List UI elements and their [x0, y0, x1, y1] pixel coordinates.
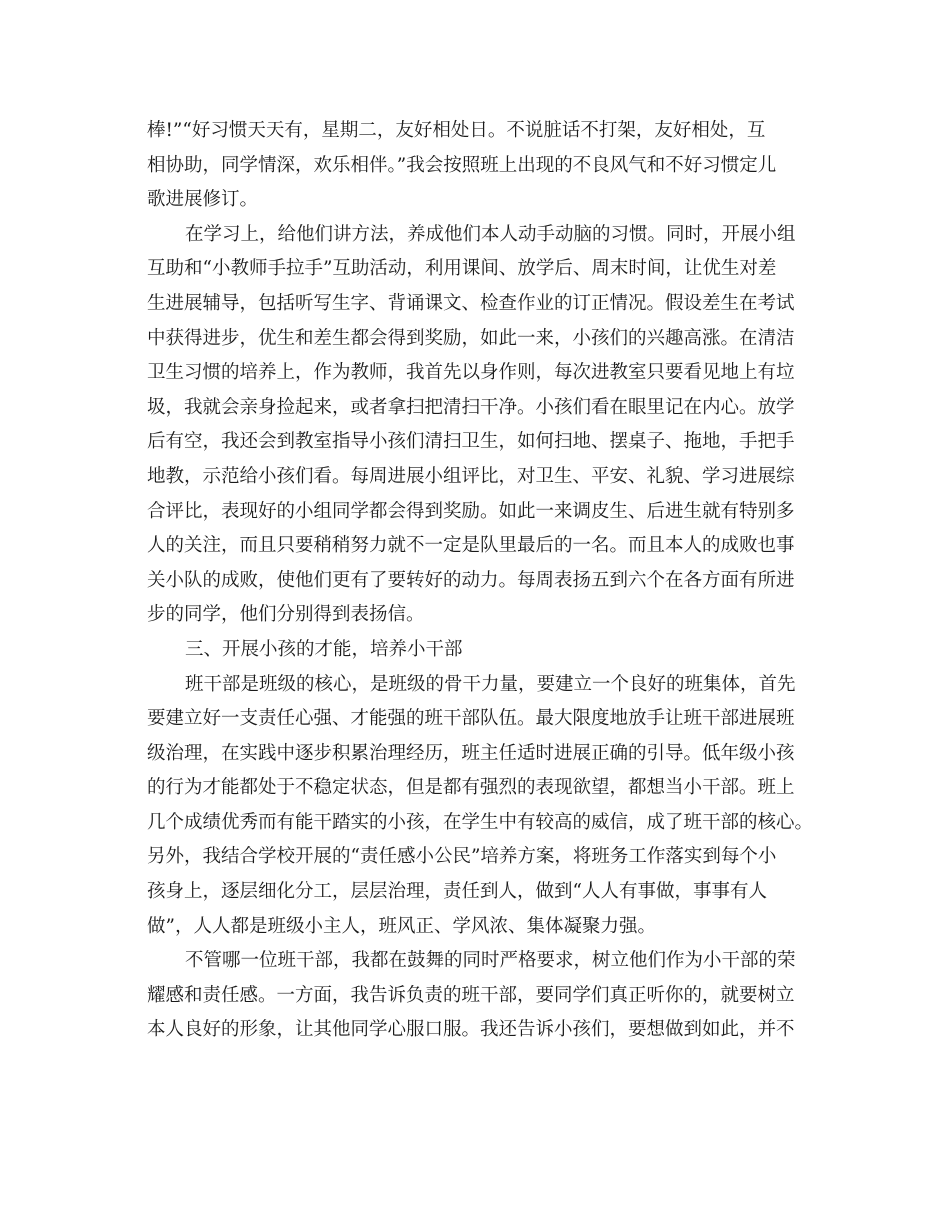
text-line: 人的关注，而且只要稍稍努力就不一定是队里最后的一名。而且本人的成败也事: [147, 535, 795, 557]
text-line: 关小队的成败，使他们更有了要转好的动力。每周表扬五到六个在各方面有所进: [147, 569, 795, 591]
text-line: 歌进展修订。: [147, 189, 259, 211]
text-line: 圾，我就会亲身捡起来，或者拿扫把清扫干净。小孩们看在眼里记在内心。放学: [147, 396, 795, 418]
text-line: 三、开展小孩的才能，培养小干部: [185, 638, 463, 660]
text-line: 的行为才能都处于不稳定状态，但是都有强烈的表现欲望，都想当小干部。班上: [147, 777, 795, 799]
text-line: 生进展辅导，包括听写生字、背诵课文、检查作业的订正情况。假设差生在考试: [147, 292, 795, 314]
text-line: 合评比，表现好的小组同学都会得到奖励。如此一来调皮生、后进生就有特别多: [147, 500, 795, 522]
text-line: 孩身上，逐层细化分工，层层治理，责任到人，做到“人人有事做，事事有人: [147, 881, 767, 903]
text-line: 级治理，在实践中逐步积累治理经历，班主任适时进展正确的引导。低年级小孩: [147, 742, 795, 764]
text-line: 耀感和责任感。一方面，我告诉负责的班干部，要同学们真正听你的，就要树立: [147, 984, 795, 1006]
text-line: 棒!”“好习惯天天有，星期二，友好相处日。不说脏话不打架，友好相处，互: [147, 120, 766, 141]
text-line: 互助和“小教师手拉手”互助活动，利用课间、放学后、周末时间，让优生对差: [147, 258, 777, 280]
text-line: 要建立好一支责任心强、才能强的班干部队伍。最大限度地放手让班干部进展班: [147, 708, 795, 730]
document-body: [147, 114, 814, 1048]
text-line: 相协助，同学情深，欢乐相伴。”我会按照班上出现的不良风气和不好习惯定儿: [147, 154, 777, 176]
text-line: 地教，示范给小孩们看。每周进展小组评比，对卫生、平安、礼貌、学习进展综: [147, 465, 795, 487]
text-line: 卫生习惯的培养上，作为教师，我首先以身作则，每次进教室只要看见地上有垃: [147, 362, 795, 384]
text-line: 本人良好的形象，让其他同学心服口服。我还告诉小孩们，要想做到如此，并不: [147, 1019, 795, 1041]
text-line: 几个成绩优秀而有能干踏实的小孩，在学生中有较高的威信，成了班干部的核心。: [147, 811, 814, 833]
text-line: 中获得进步，优生和差生都会得到奖励，如此一来，小孩们的兴趣高涨。在清洁: [147, 327, 795, 349]
text-line: 另外，我结合学校开展的“责任感小公民”培养方案，将班务工作落实到每个小: [147, 846, 777, 868]
text-line: 在学习上，给他们讲方法，养成他们本人动手动脑的习惯。同时，开展小组: [185, 223, 796, 245]
text-line: 后有空，我还会到教室指导小孩们清扫卫生，如何扫地、摆桌子、拖地，手把手: [147, 431, 795, 453]
text-line: 做”，人人都是班级小主人，班风正、学风浓、集体凝聚力强。: [147, 915, 656, 937]
text-line: 班干部是班级的核心，是班级的骨干力量，要建立一个良好的班集体，首先: [185, 673, 796, 695]
text-line: 步的同学，他们分别得到表扬信。: [147, 604, 425, 626]
text-line: 不管哪一位班干部，我都在鼓舞的同时严格要求，树立他们作为小干部的荣: [185, 950, 796, 972]
